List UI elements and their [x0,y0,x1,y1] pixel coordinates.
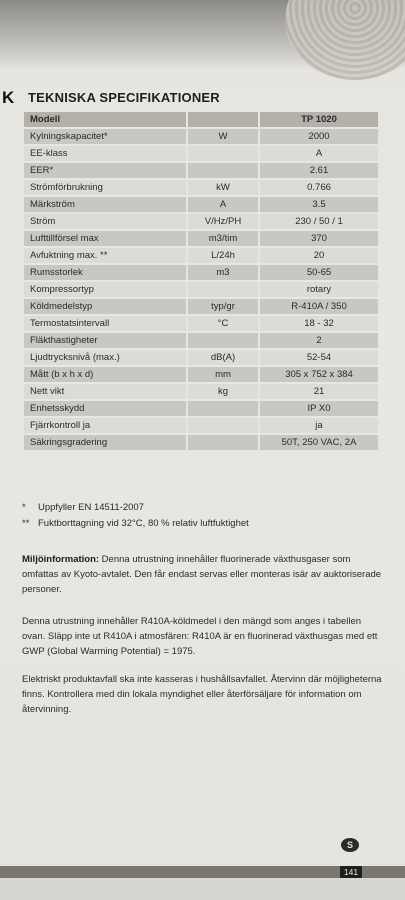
table-row [24,146,378,161]
spec-unit: mm [186,367,260,382]
table-row [24,316,378,331]
spec-label: Fjärrkontroll ja [24,418,186,433]
spec-value: 2000 [260,129,378,144]
spec-unit [186,418,260,433]
spec-label: Kompressortyp [24,282,186,297]
spec-unit: L/24h [186,248,260,263]
table-row [24,282,378,297]
spec-label: Köldmedelstyp [24,299,186,314]
table-row [24,248,378,263]
spec-unit: dB(A) [186,350,260,365]
spec-unit: kW [186,180,260,195]
spec-label: Nett vikt [24,384,186,399]
table-row [24,163,378,178]
section-title: TEKNISKA SPECIFIKATIONER [28,90,220,105]
table-row [24,418,378,433]
spec-value: A [260,146,378,161]
spec-unit [186,282,260,297]
table-row [24,214,378,229]
spec-value: IP X0 [260,401,378,416]
footnote [22,502,249,513]
spec-label: Lufttillförsel max [24,231,186,246]
table-row [24,265,378,280]
table-row [24,350,378,365]
spec-label: Fläkthastigheter [24,333,186,348]
footnotes [22,502,249,534]
spec-value: 50-65 [260,265,378,280]
table-row [24,197,378,212]
spec-unit: A [186,197,260,212]
table-row [24,435,378,450]
spec-unit [186,163,260,178]
table-header-row [24,112,378,127]
spec-label: Ström [24,214,186,229]
spec-unit: m3 [186,265,260,280]
footnote-text: Fuktborttagning vid 32°C, 80 % relativ luftfuktighet [38,518,249,529]
recycling-paragraph: Elektriskt produktavfall ska inte kasseras i hushållsavfallet. Återvinn där möjligheterna finns. Kontrollera med din lokala myndighet eller återförsäljare för information om återvinning. [22,674,382,715]
table-row [24,401,378,416]
table-row [24,367,378,382]
footnote-mark: ** [22,518,30,529]
table-row [24,384,378,399]
spec-value: 21 [260,384,378,399]
spec-value: 50T, 250 VAC, 2A [260,435,378,450]
spec-label: Avfuktning max. ** [24,248,186,263]
header-unit [186,112,260,127]
spec-unit [186,146,260,161]
environment-text: Denna utrustning innehåller fluorinerade växthusgaser som omfattas av Kyoto-avtalet. Den får endast servas eller monteras isär av auktoriserade personer. [22,554,382,595]
spec-label: Termostatsintervall [24,316,186,331]
spec-value: 230 / 50 / 1 [260,214,378,229]
spec-unit [186,333,260,348]
spec-label: Märkström [24,197,186,212]
spec-label: Rumsstorlek [24,265,186,280]
footnote-mark: * [22,502,26,513]
table-row [24,180,378,195]
spec-value: ja [260,418,378,433]
header-model: Modell [24,112,186,127]
spec-label: Säkringsgradering [24,435,186,450]
spec-label: EER* [24,163,186,178]
environment-label: Miljöinformation: [22,554,100,565]
spec-unit: typ/gr [186,299,260,314]
spec-table [24,110,378,452]
refrigerant-paragraph: Denna utrustning innehåller R410A-köldmedel i den mängd som anges i tabellen ovan. Släpp inte ut R410A i atmosfären: R410A är en fluorinerad växthusgas med ett GWP (Global Warming Potential) = 1975. [22,616,378,657]
background-below-page [0,878,405,900]
table-row [24,129,378,144]
spec-value: 18 - 32 [260,316,378,331]
spec-value: 305 x 752 x 384 [260,367,378,382]
spec-unit: V/Hz/PH [186,214,260,229]
table-row [24,231,378,246]
spec-value: 20 [260,248,378,263]
spec-label: EE-klass [24,146,186,161]
spec-label: Ljudtrycksnivå (max.) [24,350,186,365]
spec-unit: m3/tim [186,231,260,246]
environment-paragraph [22,552,384,597]
spec-unit: W [186,129,260,144]
header-model-name: TP 1020 [260,112,378,127]
spec-value: 370 [260,231,378,246]
spec-value: 52-54 [260,350,378,365]
footnote-text: Uppfyller EN 14511-2007 [38,502,144,513]
spec-label: Strömförbrukning [24,180,186,195]
spec-value: 2.61 [260,163,378,178]
table-row [24,333,378,348]
spec-label: Kylningskapacitet* [24,129,186,144]
page-number: 141 [340,866,362,878]
spec-label: Mått (b x h x d) [24,367,186,382]
table-row [24,299,378,314]
spec-unit: °C [186,316,260,331]
spec-value: 0.766 [260,180,378,195]
spec-value: R-410A / 350 [260,299,378,314]
spec-unit [186,401,260,416]
spec-unit [186,435,260,450]
footnote [22,518,249,529]
section-letter: K [2,88,15,107]
spec-label: Enhetsskydd [24,401,186,416]
spec-value: rotary [260,282,378,297]
language-badge: S [341,838,359,852]
spec-value: 2 [260,333,378,348]
spec-unit: kg [186,384,260,399]
spec-value: 3.5 [260,197,378,212]
